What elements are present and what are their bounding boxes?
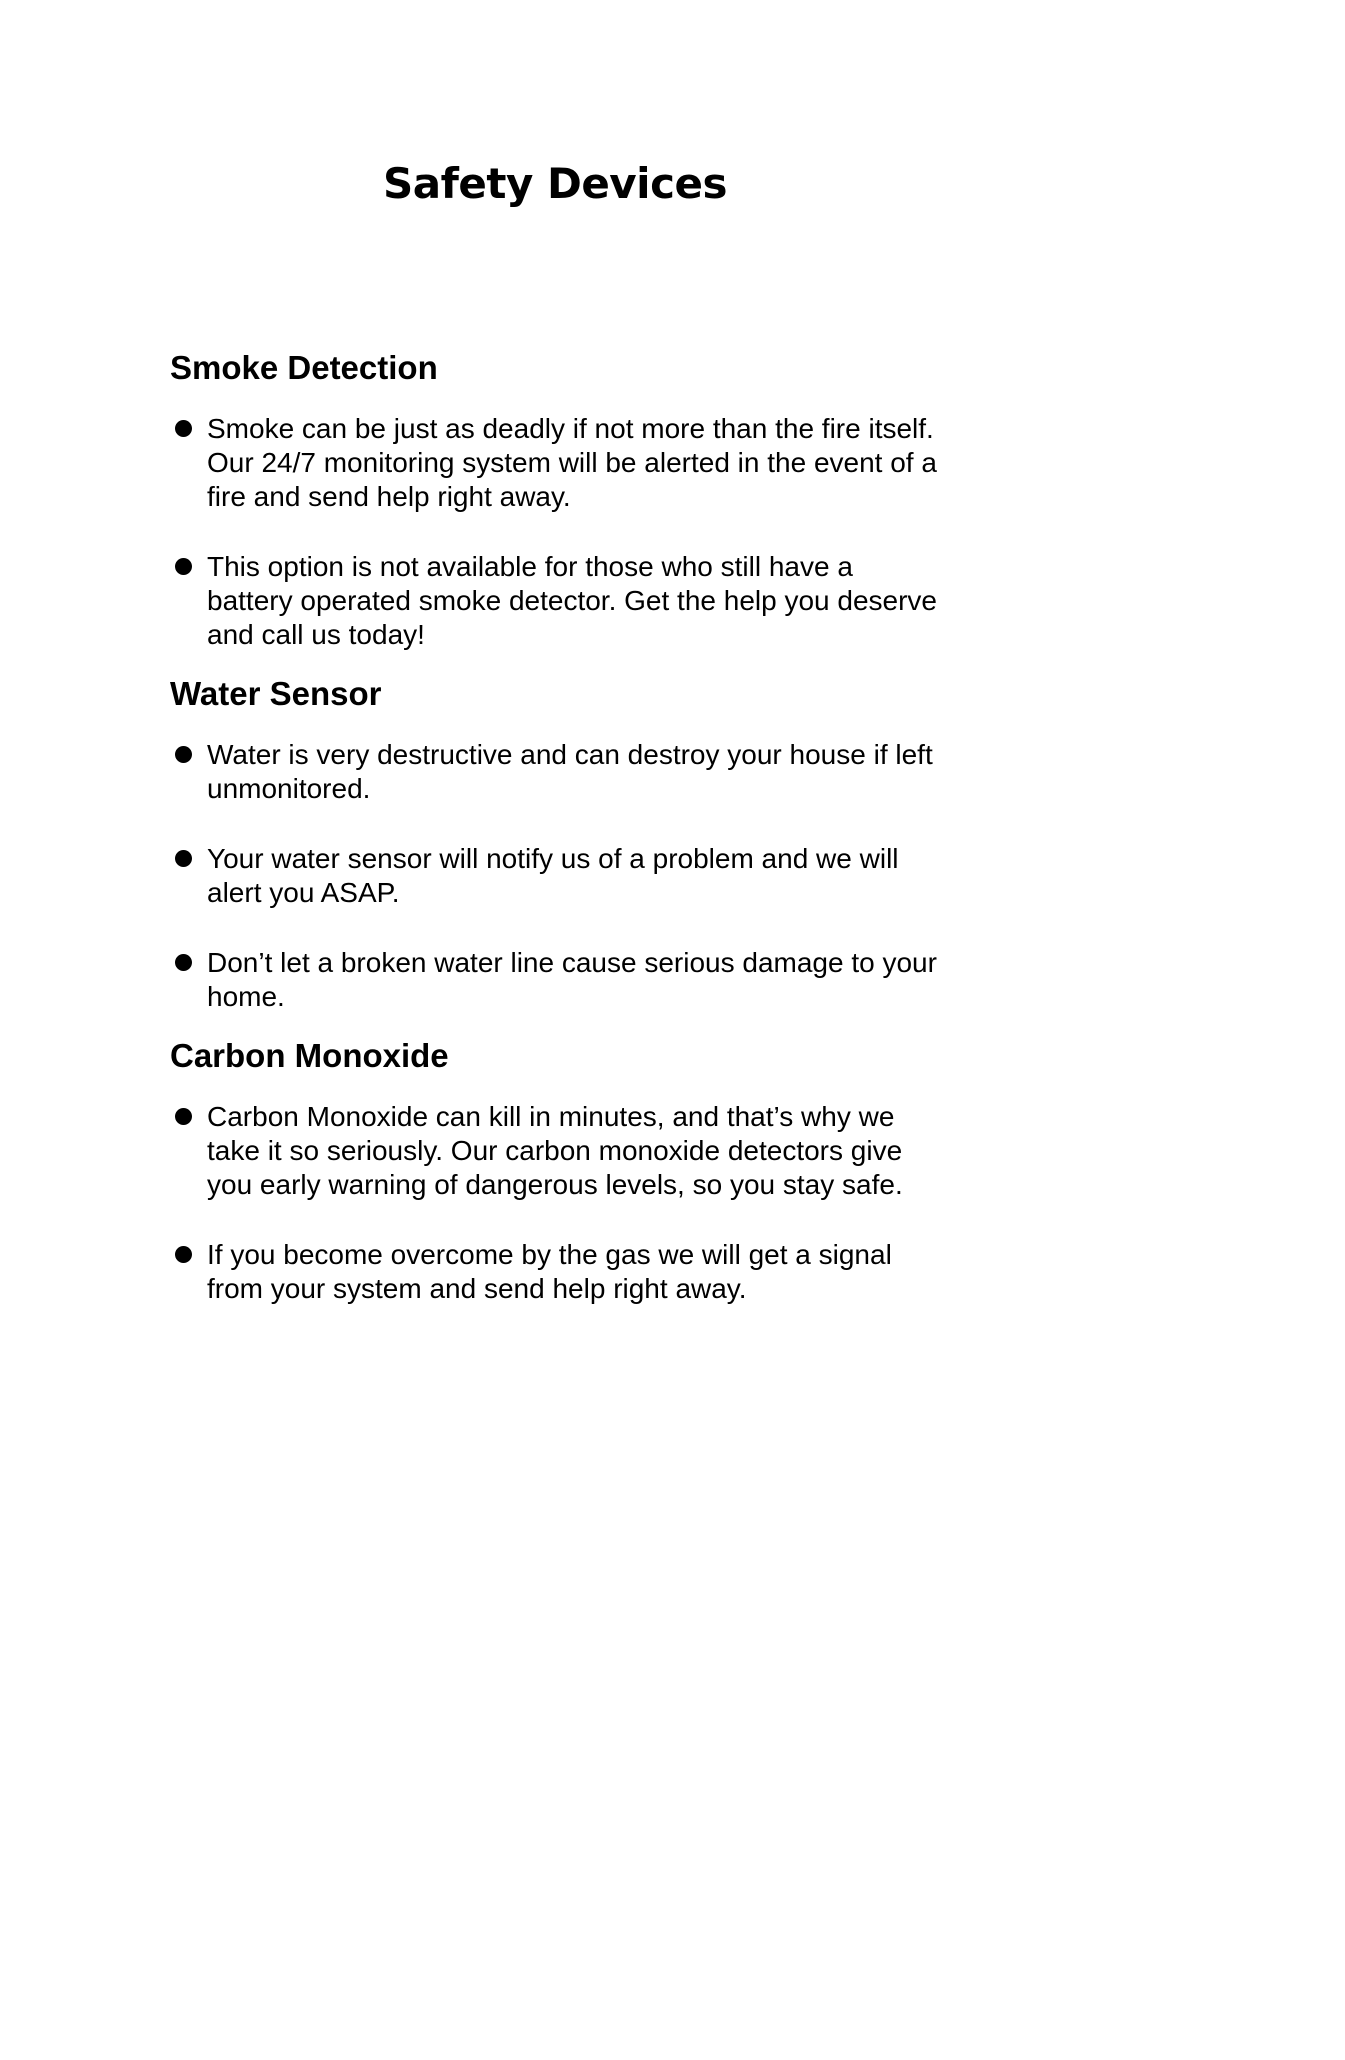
bullet-icon <box>175 850 192 867</box>
bullet-icon <box>175 1246 192 1263</box>
page-title: Safety Devices <box>383 159 727 208</box>
list-item <box>170 946 940 1014</box>
bullet-icon <box>175 746 192 763</box>
bullet-icon <box>175 558 192 575</box>
list-item <box>170 1238 940 1306</box>
bullet-text: Don’t let a broken water line cause serious damage to your home. <box>207 947 937 1012</box>
bullet-text: If you become overcome by the gas we will get a signal from your system and send help right away. <box>207 1239 892 1304</box>
bullet-icon <box>175 420 192 437</box>
bullet-icon <box>175 954 192 971</box>
section-heading-carbon-monoxide: Carbon Monoxide <box>170 1037 449 1074</box>
bullet-text: This option is not available for those who still have a battery operated smoke detector. Get the help you deserve and call us today! <box>207 551 937 650</box>
section-heading-water-sensor: Water Sensor <box>170 675 382 712</box>
bullet-text: Smoke can be just as deadly if not more than the fire itself. Our 24/7 monitoring system will be alerted in the event of a fire and send help right away. <box>207 413 937 512</box>
list-item <box>170 550 940 652</box>
bullet-icon <box>175 1108 192 1125</box>
document-page <box>170 158 940 1306</box>
list-item <box>170 1100 940 1202</box>
bullet-text: Carbon Monoxide can kill in minutes, and that’s why we take it so seriously. Our carbon monoxide detectors give you early warning of dangerous levels, so you stay safe. <box>207 1101 903 1200</box>
list-item <box>170 738 940 806</box>
section-heading-smoke-detection: Smoke Detection <box>170 349 438 386</box>
water-sensor-bullet-list <box>170 738 940 1014</box>
list-item <box>170 412 940 514</box>
list-item <box>170 842 940 910</box>
bullet-text: Water is very destructive and can destroy your house if left unmonitored. <box>207 739 933 804</box>
bullet-text: Your water sensor will notify us of a problem and we will alert you ASAP. <box>207 843 899 908</box>
carbon-monoxide-bullet-list <box>170 1100 940 1306</box>
smoke-detection-bullet-list <box>170 412 940 652</box>
